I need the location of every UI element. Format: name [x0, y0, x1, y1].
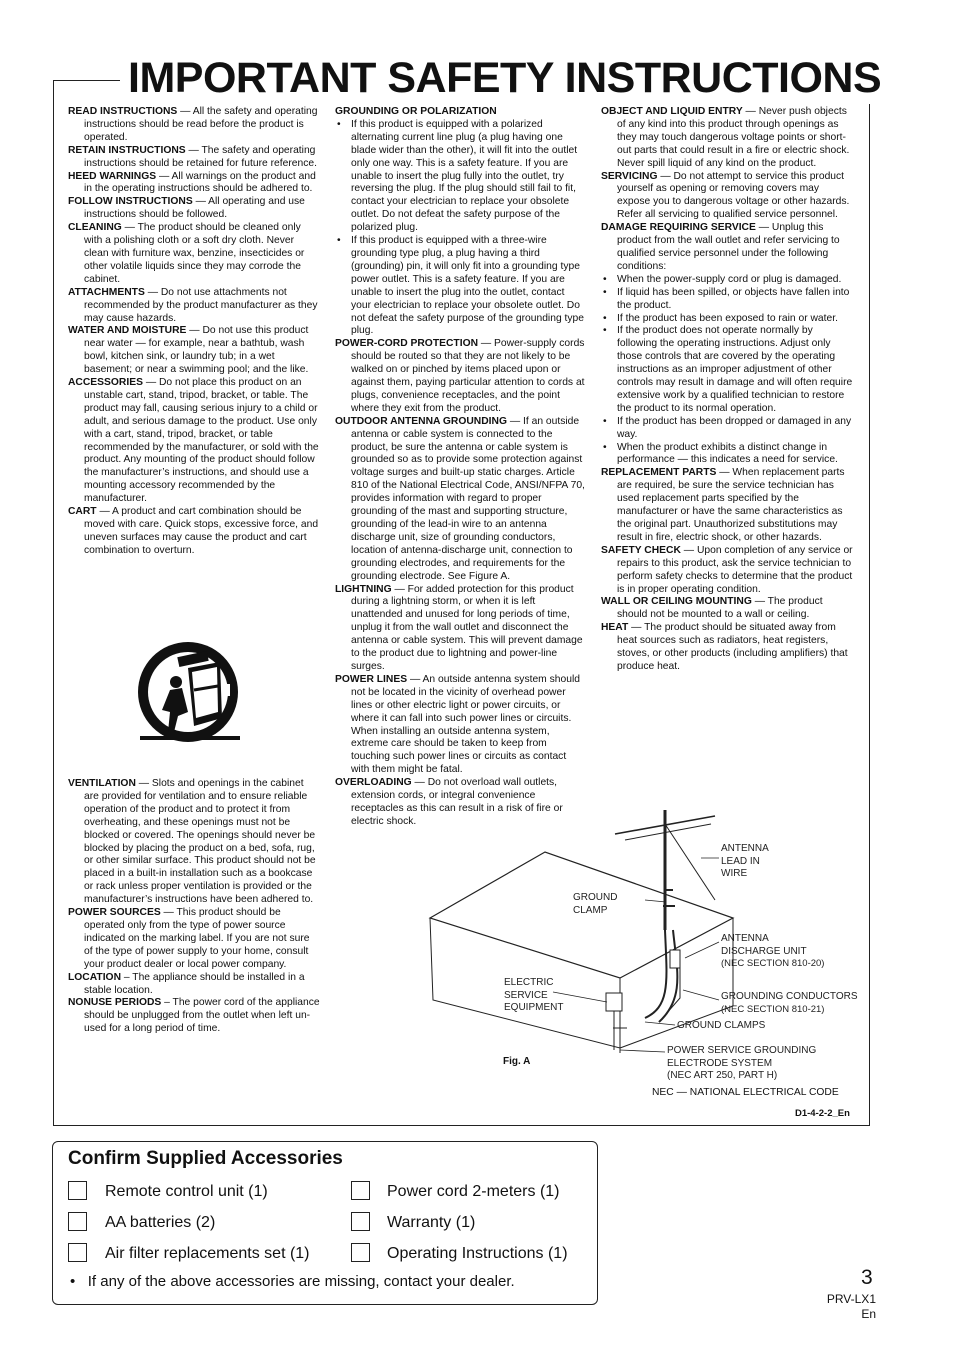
instruction-entry: ATTACHMENTS — Do not use attachments not recommended by the product manufacturer as they may cause hazards. [68, 286, 318, 324]
column-1 [68, 106, 320, 558]
page-title: IMPORTANT SAFETY INSTRUCTIONS [120, 52, 889, 104]
grounding-bullets [335, 119, 587, 338]
checkbox-instructions[interactable] [351, 1243, 370, 1262]
instruction-heading: WALL OR CEILING MOUNTING [601, 596, 752, 608]
instruction-heading: NONUSE PERIODS [68, 997, 162, 1009]
instruction-heading: SERVICING [601, 170, 658, 182]
instruction-heading: HEED WARNINGS [68, 170, 157, 182]
language-code: En [861, 1307, 876, 1321]
nec-note: NEC — NATIONAL ELECTRICAL CODE [652, 1087, 839, 1098]
instruction-entry: POWER SOURCES — This product should be operated only from the type of power source indicated on the marking label. If you are not sure of the type of power supply to your home, consult your product dealer or local power company. [68, 907, 310, 970]
accessory-air-filter: Air filter replacements set (1) [105, 1245, 310, 1262]
instruction-entry: OVERLOADING — Do not overload wall outlets, extension cords, or integral convenience receptacles as this can result in a risk of fire or electric shock. [335, 777, 563, 827]
instruction-heading: POWER SOURCES [68, 907, 161, 919]
instruction-entry: SERVICING — Do not attempt to service this product yourself as opening or removing covers may expose you to dangerous voltage or other hazards. Refer all servicing to qualified service personnel. [601, 170, 850, 221]
instruction-heading: RETAIN INSTRUCTIONS [68, 144, 186, 156]
bullet-item: • If the product does not operate normally by following the operating instructions. Adjust only those controls that are covered by the operating instructions as an improper adjustment of other controls may result in damage and will often require extensive work by a qualified technician to restore the product to its normal operation. [601, 325, 853, 415]
instruction-heading: POWER-CORD PROTECTION [335, 338, 479, 350]
label-electric-service: ELECTRIC SERVICE EQUIPMENT [504, 977, 564, 1013]
instruction-entry: OBJECT AND LIQUID ENTRY — Never push objects of any kind into this product through openings as they may touch dangerous voltage points or short-out parts that could result in a fire or electric shock. Never spill liquid of any kind on the product. [601, 106, 850, 169]
grounding-heading: GROUNDING OR POLARIZATION [335, 106, 497, 117]
instruction-entry: DAMAGE REQUIRING SERVICE — Unplug this product from the wall outlet and refer servicing to qualified service personnel under the following conditions: [601, 222, 840, 272]
instruction-heading: WATER AND MOISTURE [68, 325, 187, 337]
accessories-title: Confirm Supplied Accessories [68, 1148, 343, 1169]
accessories-note: • If any of the above accessories are missing, contact your dealer. [70, 1273, 515, 1290]
label-ground-clamp: GROUND CLAMP [573, 892, 618, 916]
instruction-entry: LOCATION – The appliance should be installed in a stable location. [68, 971, 305, 996]
column-3 [601, 106, 853, 674]
instruction-heading: READ INSTRUCTIONS [68, 106, 178, 117]
instruction-heading: DAMAGE REQUIRING SERVICE [601, 222, 756, 234]
instruction-entry: RETAIN INSTRUCTIONS — The safety and operating instructions should be retained for future reference. [68, 144, 317, 169]
bullet-item: • If liquid has been spilled, or objects have fallen into the product. [601, 287, 853, 313]
instruction-entry: CART — A product and cart combination should be moved with care. Quick stops, excessive force, and uneven surfaces may cause the product and cart combination to overturn. [68, 506, 319, 556]
bullet-item: • If the product has been exposed to rain or water. [601, 313, 853, 326]
bullet-item: • When the power-supply cord or plug is damaged. [601, 274, 853, 287]
checkbox-batteries[interactable] [68, 1212, 87, 1231]
instruction-entry: ACCESSORIES — Do not place this product on an unstable cart, stand, tripod, bracket, or table. The product may fall, causing serious injury to a child or adult, and serious damage to the product. Use only with a cart, stand, tripod, bracket, or table recommended by the manufacturer, or sold with the product. Any mounting of the product should follow the manufacturer’s instructions, and should use a mounting accessory recommended by the manufacturer. [68, 377, 319, 505]
instruction-entry: LIGHTNING — For added protection for this product during a lightning storm, or when it is left unattended and unused for long periods of time, unplug it from the wall outlet and disconnect the antenna or cable system. This will prevent damage to the product due to lightning and power-line surges. [335, 583, 583, 672]
accessory-batteries: AA batteries (2) [105, 1214, 216, 1231]
instruction-heading: POWER LINES [335, 673, 408, 685]
bullet-item: • If the product has been dropped or damaged in any way. [601, 416, 853, 442]
instruction-heading: FOLLOW INSTRUCTIONS [68, 196, 193, 208]
cart-tipover-warning-icon [132, 640, 244, 748]
instruction-heading: CLEANING [68, 222, 122, 234]
label-discharge-unit: ANTENNA DISCHARGE UNIT (NEC SECTION 810-20) [721, 933, 825, 969]
column-2-entries [335, 338, 587, 828]
page-number: 3 [861, 1266, 873, 1289]
column-1-lower [68, 778, 320, 1036]
instruction-heading: HEAT [601, 622, 629, 634]
instruction-heading: OBJECT AND LIQUID ENTRY [601, 106, 743, 117]
document-id: D1-4-2-2_En [795, 1108, 850, 1119]
instruction-entry: HEAT — The product should be situated away from heat sources such as radiators, heat registers, stoves, or other products (including amplifiers) that produce heat. [601, 622, 848, 672]
checkbox-power-cord[interactable] [351, 1181, 370, 1200]
accessory-remote: Remote control unit (1) [105, 1183, 268, 1200]
instruction-heading: REPLACEMENT PARTS [601, 467, 717, 479]
instruction-entry: NONUSE PERIODS – The power cord of the appliance should be unplugged from the outlet when left un-used for a long period of time. [68, 997, 320, 1035]
instruction-entry: FOLLOW INSTRUCTIONS — All operating and use instructions should be followed. [68, 196, 305, 221]
accessory-warranty: Warranty (1) [387, 1214, 476, 1231]
column-2 [335, 106, 587, 829]
instruction-entry: POWER-CORD PROTECTION — Power-supply cords should be routed so that they are not likely to be walked on or pinched by items placed upon or against them, paying particular attention to cords at plugs, convenience receptacles, and the point where they exit from the product. [335, 338, 585, 414]
instruction-entry: SAFETY CHECK — Upon completion of any service or repairs to this product, ask the service technician to perform safety checks to determine that the product is in proper operating condition. [601, 544, 853, 595]
instruction-heading: LOCATION [68, 971, 122, 983]
instruction-heading: CART [68, 506, 97, 518]
instruction-heading: OUTDOOR ANTENNA GROUNDING [335, 415, 507, 427]
accessory-power-cord: Power cord 2-meters (1) [387, 1183, 560, 1200]
figure-caption: Fig. A [503, 1056, 531, 1067]
label-power-service: POWER SERVICE GROUNDING ELECTRODE SYSTEM (NEC ART 250, PART H) [667, 1045, 817, 1081]
label-ground-clamps: GROUND CLAMPS [677, 1020, 766, 1031]
instruction-entry: HEED WARNINGS — All warnings on the product and in the operating instructions should be adhered to. [68, 170, 316, 195]
column-3-entries-a [601, 106, 853, 274]
instruction-entry: CLEANING — The product should be cleaned only with a polishing cloth or a soft dry cloth. Never clean with furniture wax, benzine, insecticides or other volatile liquids since they may corrode the cabinet. [68, 222, 305, 285]
instruction-heading: ATTACHMENTS [68, 286, 145, 298]
damage-bullets [601, 274, 853, 468]
instruction-entry: WATER AND MOISTURE — Do not use this product near water — for example, near a bathtub, wash bowl, kitchen sink, or laundry tub; in a wet basement; or near a swimming pool; and the like. [68, 325, 309, 376]
instruction-entry: POWER LINES — An outside antenna system should not be located in the vicinity of overhead power lines or other electric light or power circuits, or where it can fall into such power lines or circuits. When installing an outside antenna system, extreme care should be taken to keep from touching such power lines or circuits as contact with them might be fatal. [335, 673, 580, 776]
bullet-item: • If this product is equipped with a polarized alternating current line plug (a plug having one blade wider than the other), it will fit into the outlet only one way. This is a safety feature. If you are unable to insert the plug fully into the outlet, try reversing the plug. If the plug should still fail to fit, contact your electrician to replace your obsolete outlet. Do not defeat the safety purpose of the polarized plug. [335, 119, 587, 235]
checkbox-warranty[interactable] [351, 1212, 370, 1231]
instruction-heading: LIGHTNING [335, 583, 392, 595]
bullet-item: • When the product exhibits a distinct change in performance — this indicates a need for service. [601, 442, 853, 468]
instruction-heading: SAFETY CHECK [601, 544, 681, 556]
instruction-entry: READ INSTRUCTIONS — All the safety and operating instructions should be read before the product is operated. [68, 106, 318, 143]
bullet-item: • If this product is equipped with a three-wire grounding type plug, a plug having a third (grounding) pin, it will only fit into a grounding type power outlet. This is a safety feature. If you are unable to insert the plug into the outlet, contact your electrician to replace your obsolete outlet. Do not defeat the safety purpose of the grounding type plug. [335, 235, 587, 338]
instruction-entry: OUTDOOR ANTENNA GROUNDING — If an outside antenna or cable system is connected to the product, be sure the antenna or cable system is grounded so as to provide some protection against voltage surges and built-up static charges. Article 810 of the National Electrical Code, ANSI/NFPA 70, provides information with regard to proper grounding of the mast and supporting structure, grounding of the lead-in wire to an antenna discharge unit, size of grounding conductors, location of antenna-discharge unit, connection to grounding electrodes, and requirements for the grounding electrode. See Figure A. [335, 415, 585, 582]
instruction-entry: REPLACEMENT PARTS — When replacement parts are required, be sure the service technician has used replacement parts specified by the manufacturer or have the same characteristics as the original part. Unauthorized substitutions may result in fire, electric shock, or other hazards. [601, 467, 845, 543]
instruction-entry: VENTILATION — Slots and openings in the cabinet are provided for ventilation and to ensure reliable operation of the product and to protect it from overheating, and these openings must not be blocked or covered. The openings should never be blocked by placing the product on a bed, sofa, rug, or other similar surface. This product should not be placed in a built-in installation such as a bookcase or rack unless proper ventilation is provided or the manufacturer’s instructions have been adhered to. [68, 778, 316, 906]
accessory-instructions: Operating Instructions (1) [387, 1245, 568, 1262]
checkbox-remote[interactable] [68, 1181, 87, 1200]
checkbox-air-filter[interactable] [68, 1243, 87, 1262]
instruction-heading: VENTILATION [68, 778, 136, 789]
model-name: PRV-LX1 [826, 1292, 876, 1306]
instruction-heading: OVERLOADING [335, 777, 412, 789]
label-antenna-lead: ANTENNA LEAD IN WIRE [721, 843, 769, 879]
model-info [826, 1292, 876, 1322]
instruction-heading: ACCESSORIES [68, 377, 143, 389]
instruction-entry: WALL OR CEILING MOUNTING — The product should not be mounted to a wall or ceiling. [601, 596, 823, 621]
column-3-entries-b [601, 467, 853, 674]
label-grounding-conductors: GROUNDING CONDUCTORS (NEC SECTION 810-21) [721, 991, 858, 1015]
